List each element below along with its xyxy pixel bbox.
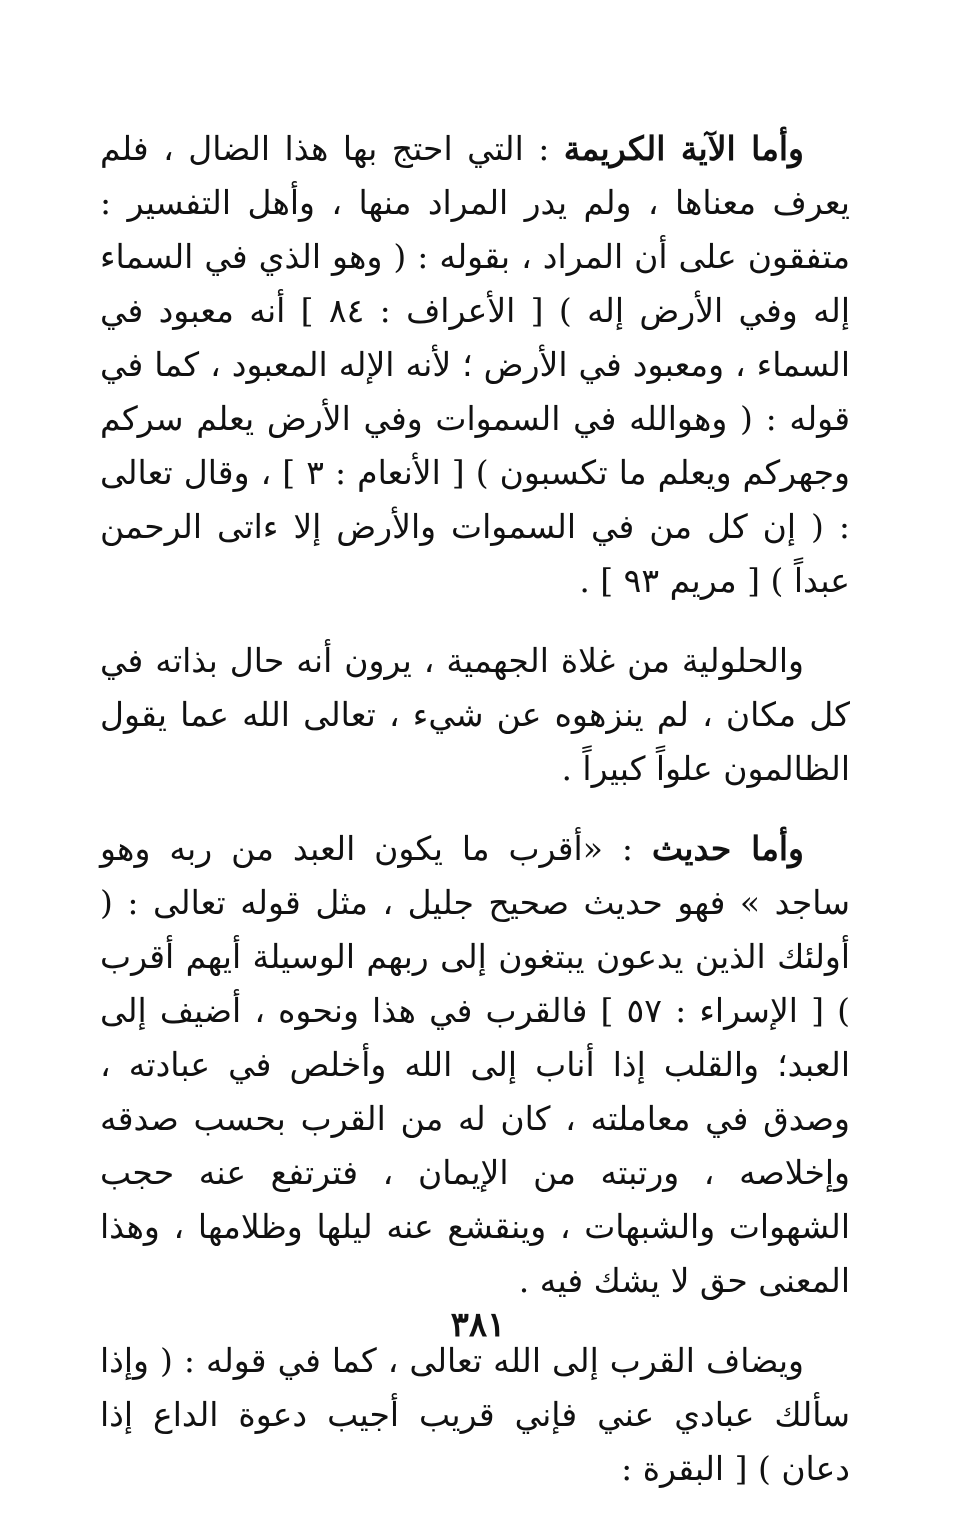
paragraph-2 — [100, 634, 850, 796]
paragraph-4-text: ويضاف القرب إلى الله تعالى ، كما في قوله : ( وإذا سألك عبادي عني فإني قريب أجيب دعوة الداع إذا دعان ) [ البقرة : — [100, 1341, 850, 1488]
page-number: ٣٨١ — [450, 1305, 506, 1345]
paragraph-1-text: : التي احتج بها هذا الضال ، فلم يعرف معناها ، ولم يدر المراد منها ، وأهل التفسير : متفقون على أن المراد ، بقوله : ( وهو الذي في السماء إله وفي الأرض إله ) [ الأعراف : ٨٤ ] أنه معبود في السماء ، ومعبود في الأرض ؛ لأنه الإله المعبود ، كما في قوله : ( وهوالله في السموات وفي الأرض يعلم سركم وجهركم ويعلم ما تكسبون ) [ الأنعام : ٣ ] ، وقال تعالى : ( إن كل من في السموات والأرض إلا ءاتى الرحمن عبداً ) [ مريم ٩٣ ] . — [100, 129, 850, 600]
paragraph-1 — [100, 122, 850, 608]
paragraph-1-lead: وأما الآية الكريمة — [563, 129, 804, 168]
paragraph-3 — [100, 822, 850, 1308]
paragraph-2-text: والحلولية من غلاة الجهمية ، يرون أنه حال بذاته في كل مكان ، لم ينزهوه عن شيء ، تعالى الله عما يقول الظالمون علواً كبيراً . — [100, 641, 850, 788]
paragraph-3-lead: وأما حديث — [651, 829, 804, 868]
paragraph-3-text: : «أقرب ما يكون العبد من ربه وهو ساجد » فهو حديث صحيح جليل ، مثل قوله تعالى : ( أولئك الذين يدعون يبتغون إلى ربهم الوسيلة أيهم أقرب ) [ الإسراء : ٥٧ ] فالقرب في هذا ونحوه ، أضيف إلى العبد؛ والقلب إذا أناب إلى الله وأخلص في عبادته ، وصدق في معاملته ، كان له من القرب بحسب صدقه وإخلاصه ، ورتبته من الإيمان ، فترتفع عنه حجب الشهوات والشبهات ، وينقشع عنه ليلها وظلامها ، وهذا المعنى حق لا يشك فيه . — [100, 829, 850, 1300]
paragraph-4 — [100, 1334, 850, 1496]
